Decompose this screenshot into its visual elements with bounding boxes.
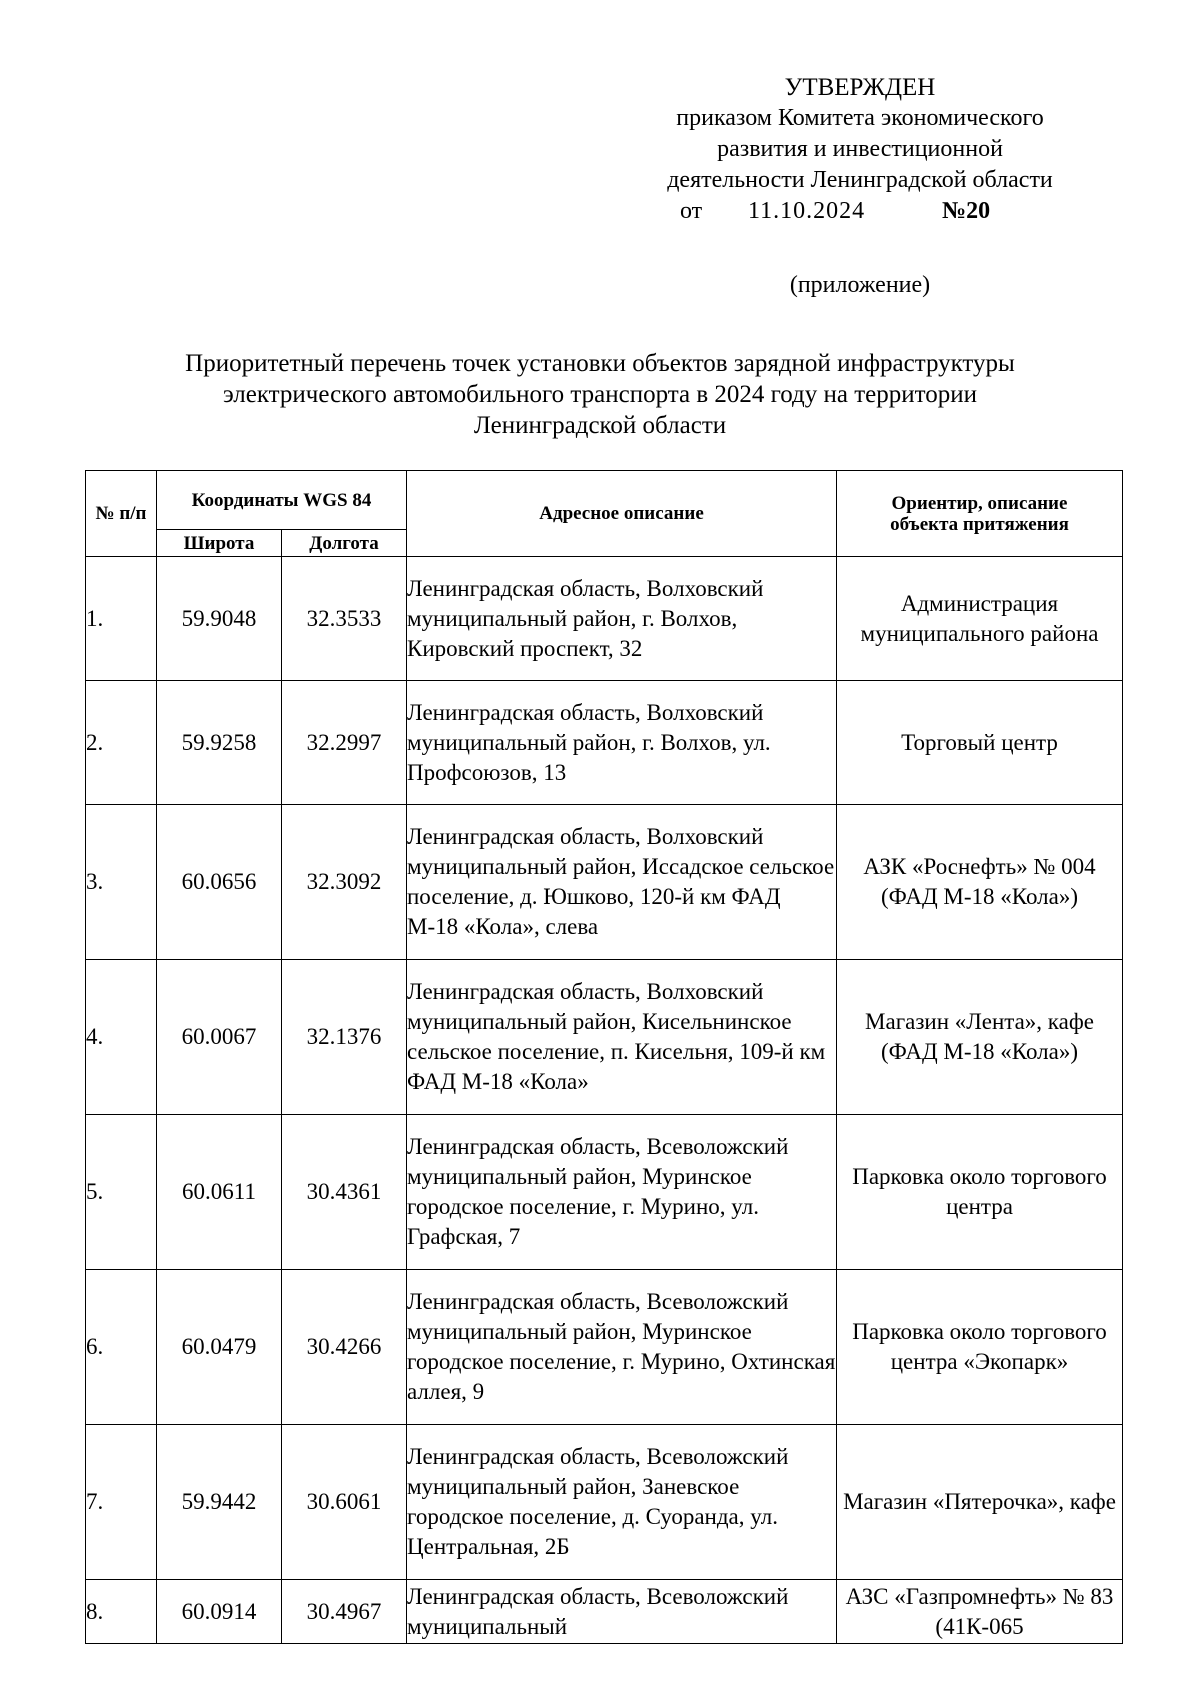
- order-number: №20: [942, 198, 991, 224]
- approval-line-1: приказом Комитета экономического: [676, 105, 1044, 131]
- row-lon: 32.1376: [282, 960, 407, 1115]
- title-line-1: Приоритетный перечень точек установки объектов зарядной инфраструктуры: [185, 350, 1015, 377]
- from-label: от: [680, 198, 703, 224]
- row-num: 4.: [86, 960, 157, 1115]
- row-lon: 30.6061: [282, 1425, 407, 1580]
- row-lat: 59.9442: [157, 1425, 282, 1580]
- table-row: [86, 681, 1123, 805]
- row-num: 7.: [86, 1425, 157, 1580]
- table-row: [86, 557, 1123, 681]
- row-num: 1.: [86, 557, 157, 681]
- title-line-3: Ленинградской области: [473, 412, 727, 439]
- header-coords: Координаты WGS 84: [157, 471, 407, 530]
- table-row: [86, 1425, 1123, 1580]
- row-num: 5.: [86, 1115, 157, 1270]
- row-lon: 32.3533: [282, 557, 407, 681]
- row-lat: 60.0479: [157, 1270, 282, 1425]
- row-address: Ленинградская область, Всеволожский муниципальный район, Муринское городское поселение, г. Мурино, Охтинская аллея, 9: [407, 1270, 837, 1425]
- table-row: [86, 805, 1123, 960]
- row-landmark: Парковка около торгового центра «Экопарк»: [837, 1270, 1123, 1425]
- table-row: [86, 1270, 1123, 1425]
- row-address: Ленинградская область, Всеволожский муниципальный район, Муринское городское поселение, г. Мурино, ул. Графская, 7: [407, 1115, 837, 1270]
- row-num: 6.: [86, 1270, 157, 1425]
- row-address: Ленинградская область, Волховский муниципальный район, Иссадское сельское поселение, д. Юшково, 120-й км ФАД М-18 «Кола», слева: [407, 805, 837, 960]
- header-lon: Долгота: [282, 530, 407, 557]
- row-landmark: АЗС «Газпромнефть» № 83 (41К-065: [837, 1580, 1123, 1644]
- table-row: [86, 1580, 1123, 1644]
- row-lat: 60.0914: [157, 1580, 282, 1644]
- approval-line-3: деятельности Ленинградской области: [667, 167, 1053, 193]
- row-lat: 59.9048: [157, 557, 282, 681]
- header-landmark: Ориентир, описание объекта притяжения: [837, 471, 1123, 557]
- row-landmark: АЗК «Роснефть» № 004 (ФАД М-18 «Кола»): [837, 805, 1123, 960]
- order-date: 11.10.2024: [748, 198, 866, 224]
- annex-label: (приложение): [789, 272, 931, 298]
- row-lat: 60.0656: [157, 805, 282, 960]
- row-landmark: Торговый центр: [837, 681, 1123, 805]
- approval-date-line: [600, 196, 1120, 227]
- row-landmark: Магазин «Лента», кафе (ФАД М-18 «Кола»): [837, 960, 1123, 1115]
- table-row: [86, 960, 1123, 1115]
- row-num: 2.: [86, 681, 157, 805]
- document-title: [80, 348, 1120, 441]
- table-row: [86, 1115, 1123, 1270]
- row-address: Ленинградская область, Волховский муниципальный район, г. Волхов, Кировский проспект, 32: [407, 557, 837, 681]
- row-lat: 59.9258: [157, 681, 282, 805]
- approval-block: [600, 72, 1120, 227]
- row-address: Ленинградская область, Волховский муниципальный район, г. Волхов, ул. Профсоюзов, 13: [407, 681, 837, 805]
- row-address: Ленинградская область, Всеволожский муниципальный: [407, 1580, 837, 1644]
- title-line-2: электрического автомобильного транспорта в 2024 году на территории: [223, 381, 977, 408]
- row-landmark: Администрация муниципального района: [837, 557, 1123, 681]
- row-lon: 30.4361: [282, 1115, 407, 1270]
- row-num: 3.: [86, 805, 157, 960]
- header-lat: Широта: [157, 530, 282, 557]
- header-num: № п/п: [86, 471, 157, 557]
- approval-line-2: развития и инвестиционной: [717, 136, 1003, 162]
- approval-heading: УТВЕРЖДЕН: [784, 74, 936, 101]
- row-lon: 30.4967: [282, 1580, 407, 1644]
- row-lon: 32.3092: [282, 805, 407, 960]
- row-landmark: Магазин «Пятерочка», кафе: [837, 1425, 1123, 1580]
- charging-points-table: [85, 470, 1123, 1644]
- row-address: Ленинградская область, Волховский муниципальный район, Кисельнинское сельское поселение, п. Кисельня, 109-й км ФАД М-18 «Кола»: [407, 960, 837, 1115]
- row-landmark: Парковка около торгового центра: [837, 1115, 1123, 1270]
- row-lat: 60.0067: [157, 960, 282, 1115]
- row-lat: 60.0611: [157, 1115, 282, 1270]
- header-address: Адресное описание: [407, 471, 837, 557]
- row-lon: 30.4266: [282, 1270, 407, 1425]
- row-num: 8.: [86, 1580, 157, 1644]
- row-lon: 32.2997: [282, 681, 407, 805]
- row-address: Ленинградская область, Всеволожский муниципальный район, Заневское городское поселение, д. Суоранда, ул. Центральная, 2Б: [407, 1425, 837, 1580]
